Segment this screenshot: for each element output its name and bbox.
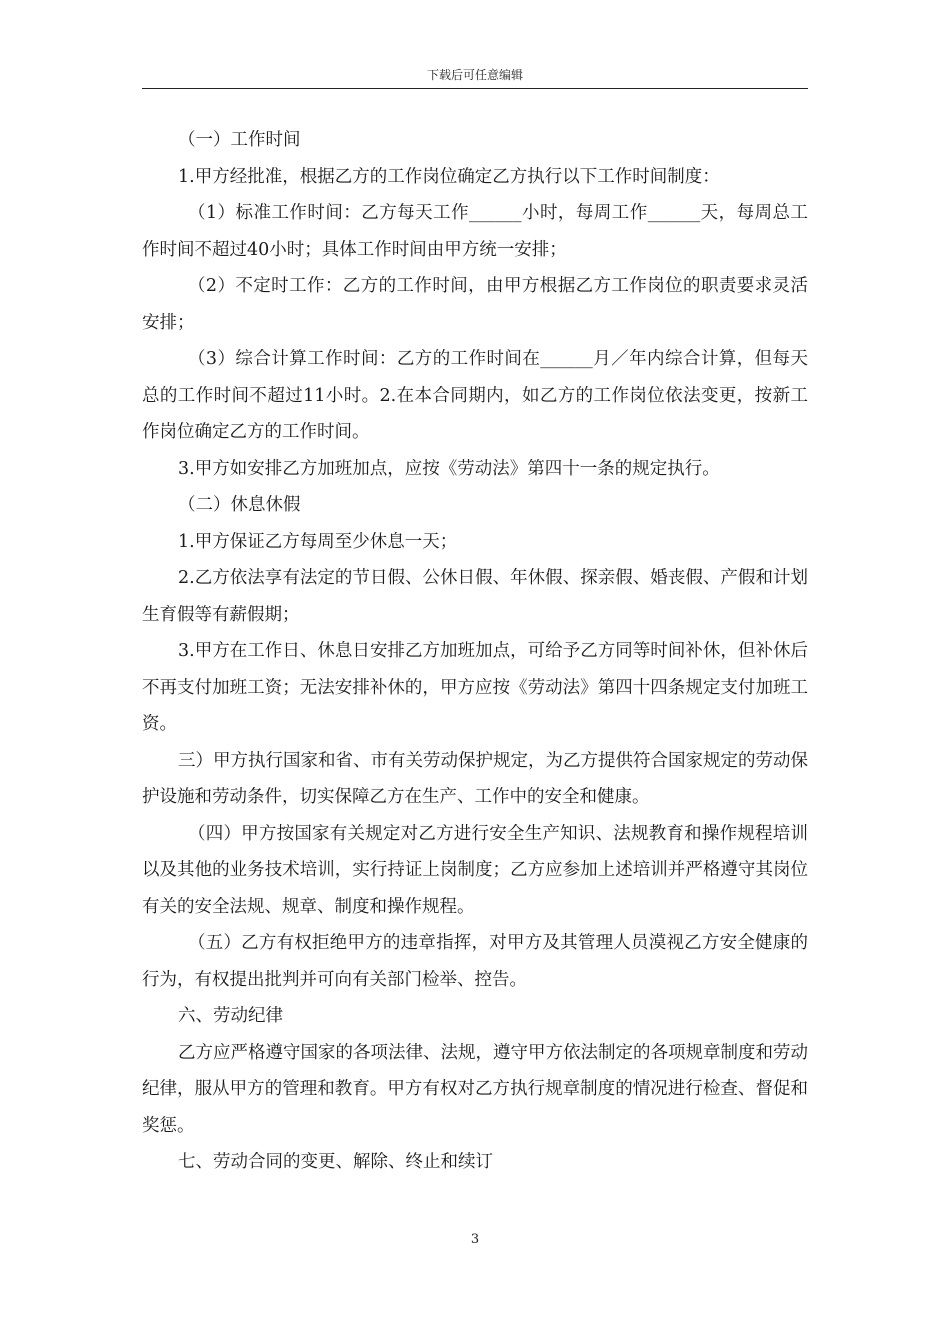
paragraph: （3）综合计算工作时间：乙方的工作时间在______月／年内综合计算，但每天总的工作时间不超过11小时。2.在本合同期内，如乙方的工作岗位依法变更，按新工作岗位确定乙方的工作时间。: [142, 349, 808, 442]
paragraph: （1）标准工作时间：乙方每天工作______小时，每周工作______天，每周总工作时间不超过40小时；具体工作时间由甲方统一安排；: [142, 203, 808, 260]
section-heading: 七、劳动合同的变更、解除、终止和续订: [178, 1152, 493, 1172]
paragraph: 三）甲方执行国家和省、市有关劳动保护规定，为乙方提供符合国家规定的劳动保护设施和劳动条件，切实保障乙方在生产、工作中的安全和健康。: [142, 750, 808, 807]
section-heading: （二）休息休假: [178, 495, 301, 515]
header-divider: [142, 88, 808, 89]
paragraph: （五）乙方有权拒绝甲方的违章指挥，对甲方及其管理人员漠视乙方安全健康的行为，有权提出批判并可向有关部门检举、控告。: [142, 933, 808, 990]
paragraph: 3.甲方在工作日、休息日安排乙方加班加点，可给予乙方同等时间补休，但补休后不再支付加班工资；无法安排补休的，甲方应按《劳动法》第四十四条规定支付加班工资。: [142, 641, 808, 734]
paragraph: 3.甲方如安排乙方加班加点，应按《劳动法》第四十一条的规定执行。: [178, 458, 720, 479]
page-header: 下载后可任意编辑: [426, 68, 523, 82]
paragraph: 2.乙方依法享有法定的节日假、公休日假、年休假、探亲假、婚丧假、产假和计划生育假等有薪假期；: [142, 568, 808, 625]
section-heading: （一）工作时间: [178, 130, 301, 150]
paragraph: 1.甲方经批准，根据乙方的工作岗位确定乙方执行以下工作时间制度：: [178, 166, 720, 187]
paragraph: （2）不定时工作：乙方的工作时间，由甲方根据乙方工作岗位的职责要求灵活安排；: [142, 276, 808, 333]
page-number: 3: [470, 1232, 480, 1247]
paragraph: 乙方应严格遵守国家的各项法律、法规，遵守甲方依法制定的各项规章制度和劳动纪律，服从甲方的管理和教育。甲方有权对乙方执行规章制度的情况进行检查、督促和奖惩。: [142, 1042, 808, 1136]
section-heading: 六、劳动纪律: [178, 1006, 283, 1026]
document-body: [142, 122, 808, 1181]
paragraph: 1.甲方保证乙方每周至少休息一天；: [178, 531, 458, 552]
paragraph: （四）甲方按国家有关规定对乙方进行安全生产知识、法规教育和操作规程培训以及其他的业务技术培训，实行持证上岗制度；乙方应参加上述培训并严格遵守其岗位有关的安全法规、规章、制度和操作规程。: [142, 823, 808, 917]
